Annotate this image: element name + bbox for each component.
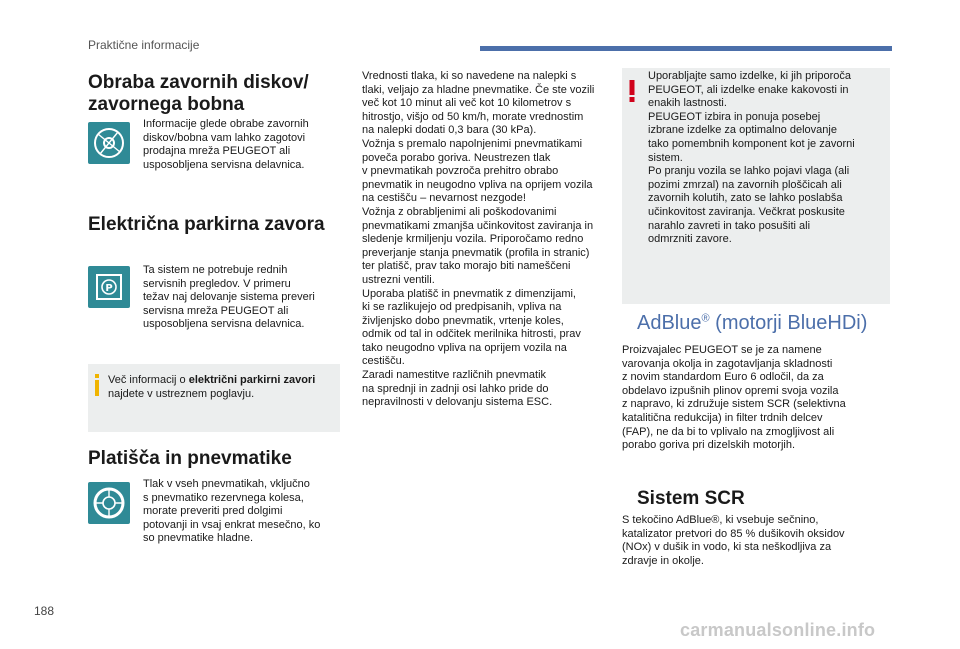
warning-text: Uporabljajte samo izdelke, ki jih priporoča PEUGEOT, ali izdelke enake kakovosti in enakih lastnosti. PEUGEOT izbira in ponuja posebej izbrane izdelke za optimalno delovanje tako pomembnih komponent kot je zavorni sistem. Po pranju vozila se lahko pojavi vlaga (ali pozimi zmrzal) na zavornih ploščicah ali zavornih kolutih, zato se lahko poslabša učinkovitost zaviranja. Večkrat poskusite narahlo zavreti in tako posušiti ali odmrzniti zavore. <box>648 70 855 246</box>
tyre-icon <box>88 482 130 524</box>
info-note-text-bold: električni parkirni zavori <box>188 374 316 386</box>
adblue-heading-rest: (motorji BlueHDi) <box>709 312 868 334</box>
heading-adblue <box>637 312 867 335</box>
adblue-heading-sup: ® <box>701 312 710 325</box>
scr-text: S tekočino AdBlue®, ki vsebuje sečnino, katalizator pretvori do 85 % dušikovih oksidov (NOx) v dušik in vodo, ki sta neškodljiva za zdravje in okolje. <box>622 514 845 567</box>
brake-disc-icon <box>88 122 130 164</box>
brake-discs-text: Informacije glede obrabe zavornih diskov/bobna vam lahko zagotovi prodajna mreža PEUGEOT ali usposobljena servisna delavnica. <box>143 118 309 171</box>
svg-text:P: P <box>105 283 113 294</box>
heading-tyres: Platišča in pnevmatike <box>88 448 292 469</box>
info-note-text <box>108 374 333 401</box>
parking-brake-icon <box>88 266 130 308</box>
heading-scr: Sistem SCR <box>637 488 745 509</box>
parking-brake-text: Ta sistem ne potrebuje rednih servisnih pregledov. V primeru težav naj delovanje sistema preveri servisna mreža PEUGEOT ali usposobljena servisna delavnica. <box>143 264 315 331</box>
tyres-text: Tlak v vseh pnevmatikah, vključno s pnevmatiko rezervnega kolesa, morate preveriti pred dolgimi potovanji in vsaj enkrat mesečno, ko so pnevmatike hladne. <box>143 478 321 545</box>
adblue-heading-main: AdBlue <box>637 312 702 334</box>
adblue-text: Proizvajalec PEUGEOT se je za namene varovanja okolja in zagotavljanja skladnosti z novim standardom Euro 6 odločil, da za obdelavo izpušnih plinov opremi svoja vozila z napravo, ki združuje sistem SCR (selektivna katalitična redukcija) in filter trdnih delcev (FAP), ne da bi to vplivalo na zmogljivost ali porabo goriva pri dizelskih motorjih. <box>622 344 846 452</box>
info-icon <box>95 374 99 396</box>
tyre-pressure-text: Vrednosti tlaka, ki so navedene na nalepki s tlaki, veljajo za hladne pnevmatike. Če ste vozili več kot 10 minut ali več kot 10 kilometrov s hitrostjo, višjo od 50 km/h, morate vrednostim na nalepki dodati 0,3 bara (30 kPa). Vožnja s premalo napolnjenimi pnevmatikami poveča porabo goriva. Neustrezen tlak v pnevmatikah povzroča prehitro obrabo pnevmatik in neugodno vpliva na oprijem vozila na cestišču – nevarnost nezgode! Vožnja z obrabljenimi ali poškodovanimi pnevmatikami zmanjša učinkovitost zaviranja in sledenje krmiljenju vozila. Priporočamo redno preverjanje stanja pnevmatik (profila in stranic) ter platišč, prav tako morajo biti nameščeni ustrezni ventili. Uporaba platišč in pnevmatik z dimenzijami, ki se razlikujejo od predpisanih, vpliva na življenjsko dobo pnevmatik, vrtenje koles, odmik od tal in odčitek merilnika hitrosti, prav tako neugodno vpliva na oprijem vozila na cestišču. Zaradi namestitve različnih pnevmatik na sprednji in zadnji osi lahko pride do nepravilnosti v delovanju sistema ESC. <box>362 70 595 409</box>
header-accent-bar <box>480 46 892 51</box>
heading-parking-brake: Električna parkirna zavora <box>88 214 325 235</box>
info-note-text-before: Več informacij o <box>108 374 189 386</box>
watermark: carmanualsonline.info <box>680 620 876 640</box>
section-header-title: Praktične informacije <box>88 38 200 52</box>
warning-exclamation-icon <box>628 80 636 107</box>
page-number: 188 <box>34 604 55 618</box>
info-note-text-after: najdete v ustreznem poglavju. <box>108 387 255 400</box>
heading-brake-discs: Obraba zavornih diskov/ zavornega bobna <box>88 72 309 115</box>
